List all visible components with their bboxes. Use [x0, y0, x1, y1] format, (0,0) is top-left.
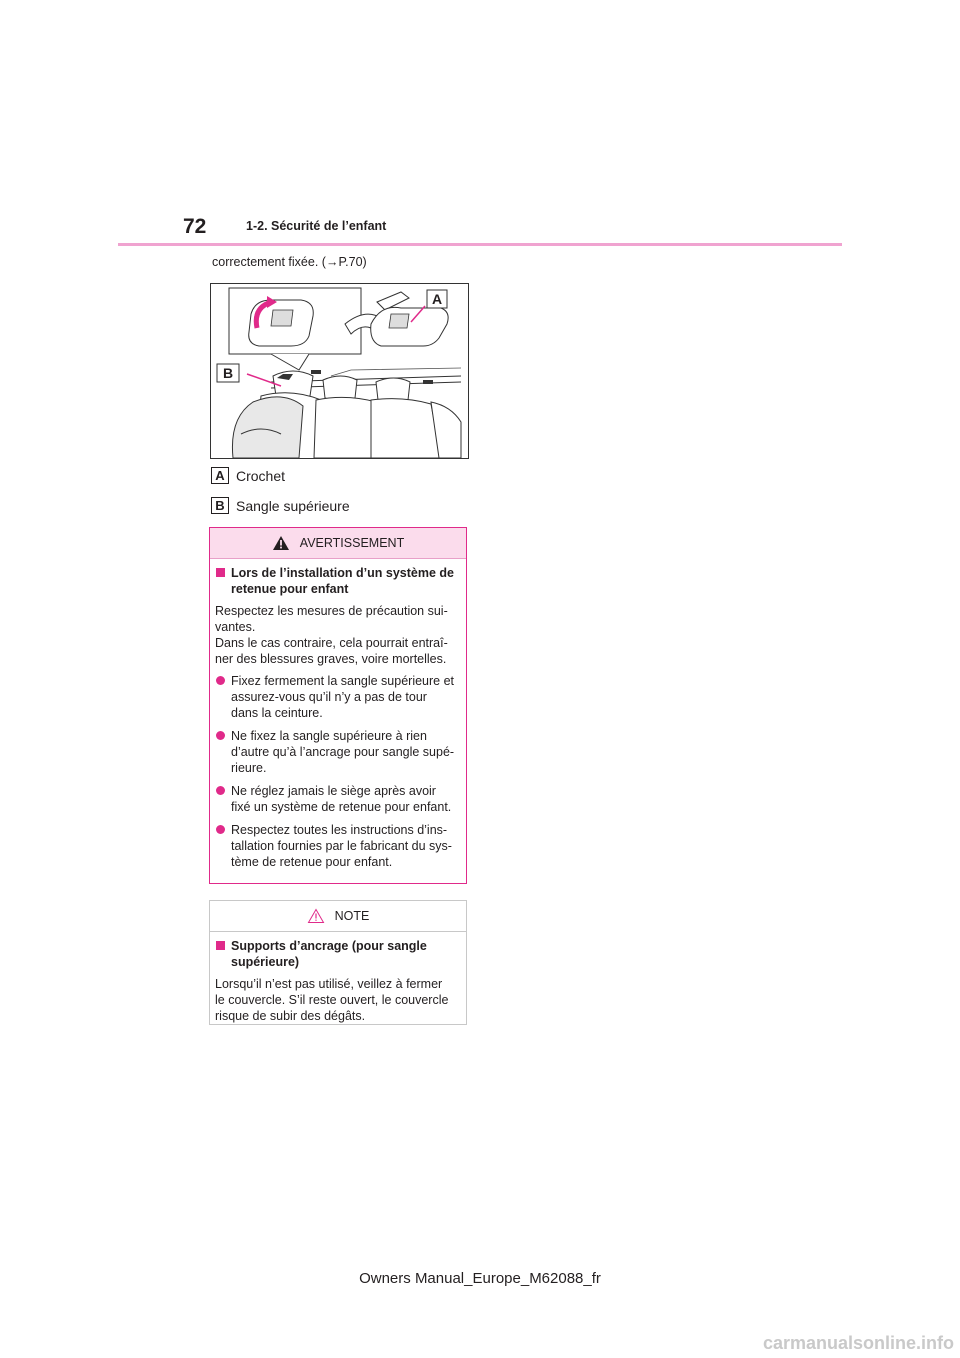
note-text-line: le couvercle. S’il reste ouvert, le couvercle — [215, 993, 449, 1007]
square-bullet-icon — [216, 941, 225, 950]
bullet-line: tème de retenue pour enfant. — [231, 855, 393, 869]
arrow-icon: → — [325, 255, 339, 269]
dot-bullet-icon — [216, 825, 225, 834]
header-rule — [118, 243, 842, 246]
tether-anchor-illustration — [210, 283, 469, 459]
legend-item-b — [211, 496, 350, 515]
legend-key-b: B — [211, 497, 229, 514]
warning-subhead-line: Lors de l’installation d’un système de — [231, 566, 454, 580]
warning-intro-line: ner des blessures graves, voire mortelles. — [215, 652, 447, 666]
warning-box — [209, 527, 467, 884]
bullet-line: fixé un système de retenue pour enfant. — [231, 800, 452, 814]
note-subhead-line: Supports d’ancrage (pour sangle — [231, 939, 427, 953]
label-a-text: A — [431, 291, 443, 307]
bullet-line: tallation fournies par le fabricant du sys- — [231, 839, 452, 853]
bullet-line: Ne fixez la sangle supérieure à rien — [231, 729, 427, 743]
note-title: NOTE — [334, 909, 370, 923]
page-reference-link[interactable]: P.70) — [338, 255, 367, 269]
legend-item-a — [211, 466, 285, 485]
warning-bullet — [215, 728, 461, 776]
dot-bullet-icon — [216, 731, 225, 740]
bullet-line: assurez-vous qu’il n’y a pas de tour — [231, 690, 427, 704]
dot-bullet-icon — [216, 786, 225, 795]
page-number: 72 — [183, 215, 207, 238]
bullet-line: d’autre qu’à l’ancrage pour sangle supé- — [231, 745, 455, 759]
intro-text — [212, 255, 367, 269]
footer-manual-id: Owners Manual_Europe_M62088_fr — [359, 1270, 601, 1287]
label-b-text: B — [222, 365, 234, 381]
warning-intro — [215, 603, 461, 667]
note-box — [209, 900, 467, 1025]
watermark: carmanualsonline.info — [762, 1333, 954, 1353]
warning-subhead-line: retenue pour enfant — [231, 582, 349, 596]
note-text-line: Lorsqu’il n’est pas utilisé, veillez à fermer — [215, 977, 443, 991]
note-text-line: risque de subir des dégâts. — [215, 1009, 366, 1023]
warning-subhead — [215, 565, 461, 597]
warning-bullet — [215, 783, 461, 815]
note-subhead-line: supérieure) — [231, 955, 300, 969]
warning-header — [210, 528, 466, 559]
warning-title: AVERTISSEMENT — [299, 536, 405, 550]
note-header — [210, 901, 466, 932]
warning-intro-line: Respectez les mesures de précaution sui- — [215, 604, 448, 618]
bullet-line: Fixez fermement la sangle supérieure et — [231, 674, 455, 688]
dot-bullet-icon — [216, 676, 225, 685]
bullet-line: Ne réglez jamais le siège après avoir — [231, 784, 436, 798]
bullet-line: dans la ceinture. — [231, 706, 323, 720]
legend-text-b: Sangle supérieure — [236, 497, 350, 514]
square-bullet-icon — [216, 568, 225, 577]
legend-key-a: A — [211, 467, 229, 484]
warning-intro-line: vantes. — [215, 620, 256, 634]
note-text — [215, 976, 461, 1024]
warning-intro-line: Dans le cas contraire, cela pourrait entraî- — [215, 636, 448, 650]
warning-bullet — [215, 822, 461, 870]
warning-triangle-icon — [272, 535, 290, 551]
warning-body — [210, 559, 466, 870]
intro-text-start: correctement fixée. ( — [212, 255, 326, 269]
caution-triangle-icon — [307, 908, 325, 924]
bullet-line: Respectez toutes les instructions d’ins- — [231, 823, 448, 837]
bullet-line: rieure. — [231, 761, 267, 775]
note-body — [210, 932, 466, 1024]
legend-text-a: Crochet — [236, 467, 286, 484]
rear-seat-drawing — [211, 284, 468, 458]
section-title: 1-2. Sécurité de l’enfant — [246, 219, 387, 233]
note-subhead — [215, 938, 461, 970]
warning-bullet — [215, 673, 461, 721]
